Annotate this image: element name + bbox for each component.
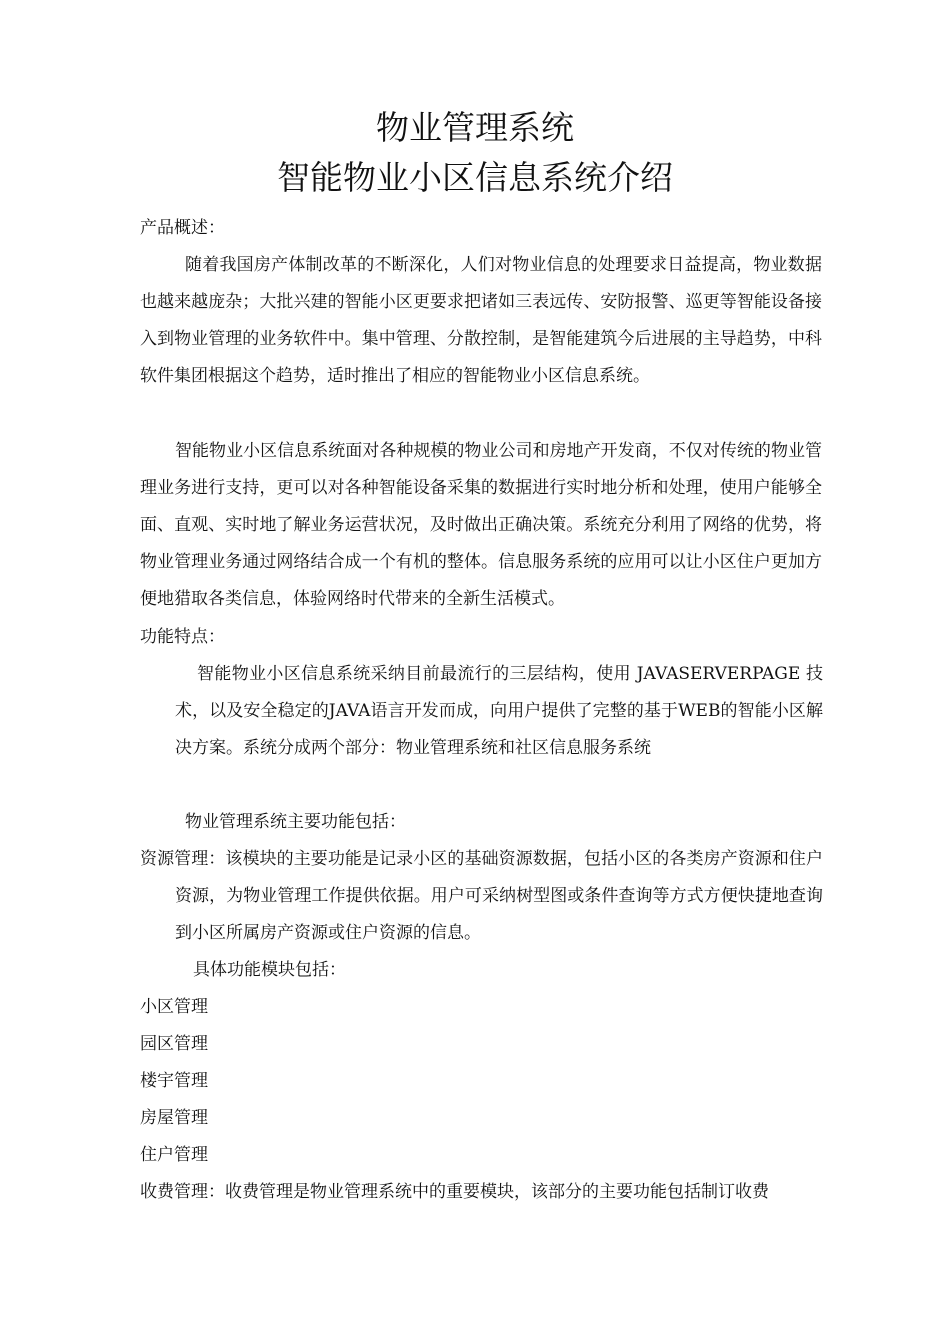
list-item: 住户管理 — [140, 1145, 208, 1165]
document-subtitle: 智能物业小区信息系统介绍 — [277, 158, 673, 197]
document-title: 物业管理系统 — [376, 108, 574, 147]
overview-paragraph-1: 随着我国房产体制改革的不断深化，人们对物业信息的处理要求日益提高，物业数据也越来越庞杂；大批兴建的智能小区更要求把诸如三表远传、安防报警、巡更等智能设备接入到物业管理的业务软件中。集中管理、分散控制，是智能建筑今后进展的主导趋势，中科软件集团根据这个趋势，适时推出了相应的智能物业小区信息系统。 — [140, 255, 822, 386]
features-heading: 功能特点： — [140, 627, 225, 647]
overview-paragraph-2: 智能物业小区信息系统面对各种规模的物业公司和房地产开发商，不仅对传统的物业管理业务进行支持，更可以对各种智能设备采集的数据进行实时地分析和处理，使用户能够全面、直观、实时地了解业务运营状况，及时做出正确决策。系统充分利用了网络的优势，将物业管理业务通过网络结合成一个有机的整体。信息服务系统的应用可以让小区住户更加方便地猎取各类信息，体验网络时代带来的全新生活模式。 — [140, 441, 822, 609]
list-item: 小区管理 — [140, 997, 208, 1017]
fee-management-paragraph: 收费管理：收费管理是物业管理系统中的重要模块，该部分的主要功能包括制订收费 — [140, 1182, 769, 1202]
list-item: 楼宇管理 — [140, 1071, 208, 1091]
specific-modules-heading: 具体功能模块包括： — [193, 960, 346, 980]
features-paragraph: 智能物业小区信息系统采纳目前最流行的三层结构，使用 JAVASERVERPAGE 技术，以及安全稳定的JAVA语言开发而成，向用户提供了完整的基于WEB的智能小区解决方案。系统分成两个部分：物业管理系统和社区信息服务系统 — [175, 664, 823, 758]
overview-heading: 产品概述： — [140, 218, 225, 238]
list-item: 房屋管理 — [140, 1108, 208, 1128]
main-functions-heading: 物业管理系统主要功能包括： — [185, 812, 406, 832]
resource-management-paragraph: 资源管理：该模块的主要功能是记录小区的基础资源数据，包括小区的各类房产资源和住户资源，为物业管理工作提供依据。用户可采纳树型图或条件查询等方式方便快捷地查询到小区所属房产资源或住户资源的信息。 — [140, 849, 823, 943]
list-item: 园区管理 — [140, 1034, 208, 1054]
